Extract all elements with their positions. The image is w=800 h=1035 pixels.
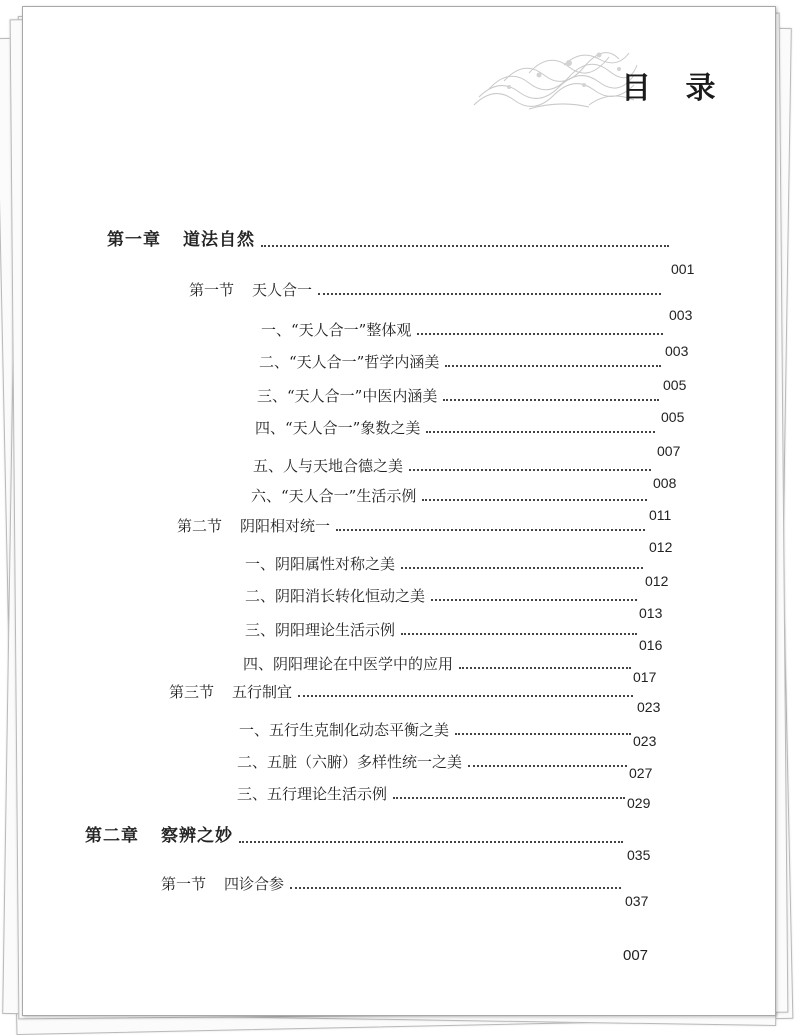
toc-entry-label: 第三节 <box>169 683 215 701</box>
toc-page-number: 013 <box>639 605 663 621</box>
toc-page-number: 017 <box>633 669 657 685</box>
toc-leader-dots <box>459 667 631 669</box>
toc-item <box>237 751 462 772</box>
toc-item <box>257 385 437 406</box>
toc-entry-title: 三、“天人合一”中医内涵美 <box>257 387 438 405</box>
toc-leader-dots <box>443 399 659 401</box>
toc-page-number: 029 <box>627 795 651 811</box>
toc-leader-dots <box>409 469 651 471</box>
toc-item <box>251 485 416 506</box>
toc-page-number: 005 <box>661 409 685 425</box>
toc-page-number: 011 <box>649 507 672 523</box>
toc-page-number: 012 <box>649 539 673 555</box>
toc-entry-title: 三、阴阳理论生活示例 <box>245 621 396 639</box>
toc-entry-title: 一、“天人合一”整体观 <box>261 321 412 339</box>
toc-page-number: 016 <box>639 637 663 653</box>
toc-leader-dots <box>468 765 627 767</box>
toc-page-number: 005 <box>663 377 687 393</box>
toc-chapter <box>107 225 255 250</box>
toc-page <box>22 6 776 1016</box>
toc-entry-label: 第二节 <box>177 517 223 535</box>
toc-item <box>255 417 420 438</box>
toc-section <box>161 873 284 894</box>
toc-section <box>189 279 312 300</box>
toc-page-number: 012 <box>645 573 669 589</box>
toc-page-number: 027 <box>629 765 653 781</box>
page-title: 目 录 <box>621 71 728 106</box>
toc-leader-dots <box>290 887 621 889</box>
toc-leader-dots <box>393 797 625 799</box>
toc-entry-title: 五行制宜 <box>232 683 293 701</box>
page-number: 007 <box>623 947 649 964</box>
toc-leader-dots <box>431 599 637 601</box>
toc-leader-dots <box>445 365 661 367</box>
toc-entry-label: 第一节 <box>161 875 207 893</box>
toc-page-number: 023 <box>637 699 661 715</box>
toc-entry-title: 五、人与天地合德之美 <box>253 457 404 475</box>
toc-leader-dots <box>455 733 631 735</box>
toc-item <box>261 319 411 340</box>
toc-entry-title: 一、五行生克制化动态平衡之美 <box>239 721 450 739</box>
toc-leader-dots <box>422 499 647 501</box>
toc-item <box>239 719 449 740</box>
toc-section <box>177 515 330 536</box>
toc-leader-dots <box>239 841 623 843</box>
toc-entry-title: 三、五行理论生活示例 <box>237 785 388 803</box>
toc-entry-title: 四诊合参 <box>224 875 285 893</box>
toc-entry-title: 二、五脏（六腑）多样性统一之美 <box>237 753 463 771</box>
toc-page-number: 001 <box>671 261 695 277</box>
toc-leader-dots <box>417 333 663 335</box>
toc-entry-label: 第一章 <box>107 230 161 250</box>
toc-chapter <box>85 821 233 846</box>
toc-page-number: 023 <box>633 733 657 749</box>
toc-leader-dots <box>401 633 637 635</box>
toc-leader-dots <box>298 695 633 697</box>
toc-item <box>245 553 395 574</box>
toc-entry-title: 阴阳相对统一 <box>240 517 331 535</box>
toc-leader-dots <box>336 529 645 531</box>
toc-entry-title: 六、“天人合一”生活示例 <box>251 487 417 505</box>
toc-item <box>243 653 453 674</box>
toc-page-number: 037 <box>625 893 649 909</box>
toc-entry-title: 二、“天人合一”哲学内涵美 <box>259 353 440 371</box>
toc-entry-title: 天人合一 <box>252 281 313 299</box>
toc-entry-label: 第二章 <box>85 826 139 846</box>
toc-entry-title: 四、阴阳理论在中医学中的应用 <box>243 655 454 673</box>
toc-page-number: 003 <box>669 307 693 323</box>
toc-leader-dots <box>318 293 661 295</box>
toc-entry-title: 道法自然 <box>183 230 255 250</box>
toc-page-number: 008 <box>653 475 677 491</box>
toc-page-number: 003 <box>665 343 689 359</box>
toc-leader-dots <box>426 431 655 433</box>
wave-ornament-icon <box>469 45 639 115</box>
toc-entry-title: 二、阴阳消长转化恒动之美 <box>245 587 426 605</box>
toc-entry-label: 第一节 <box>189 281 235 299</box>
toc-item <box>245 619 395 640</box>
toc-item <box>253 455 403 476</box>
toc-item <box>259 351 439 372</box>
toc-item <box>237 783 387 804</box>
toc-page-number: 007 <box>657 443 681 459</box>
toc-entry-title: 四、“天人合一”象数之美 <box>255 419 421 437</box>
toc-leader-dots <box>261 245 669 247</box>
toc-entry-title: 一、阴阳属性对称之美 <box>245 555 396 573</box>
toc-page-number: 035 <box>627 847 651 863</box>
toc-leader-dots <box>401 567 643 569</box>
toc-item <box>245 585 425 606</box>
toc-entry-title: 察辨之妙 <box>161 826 233 846</box>
toc-section <box>169 681 292 702</box>
